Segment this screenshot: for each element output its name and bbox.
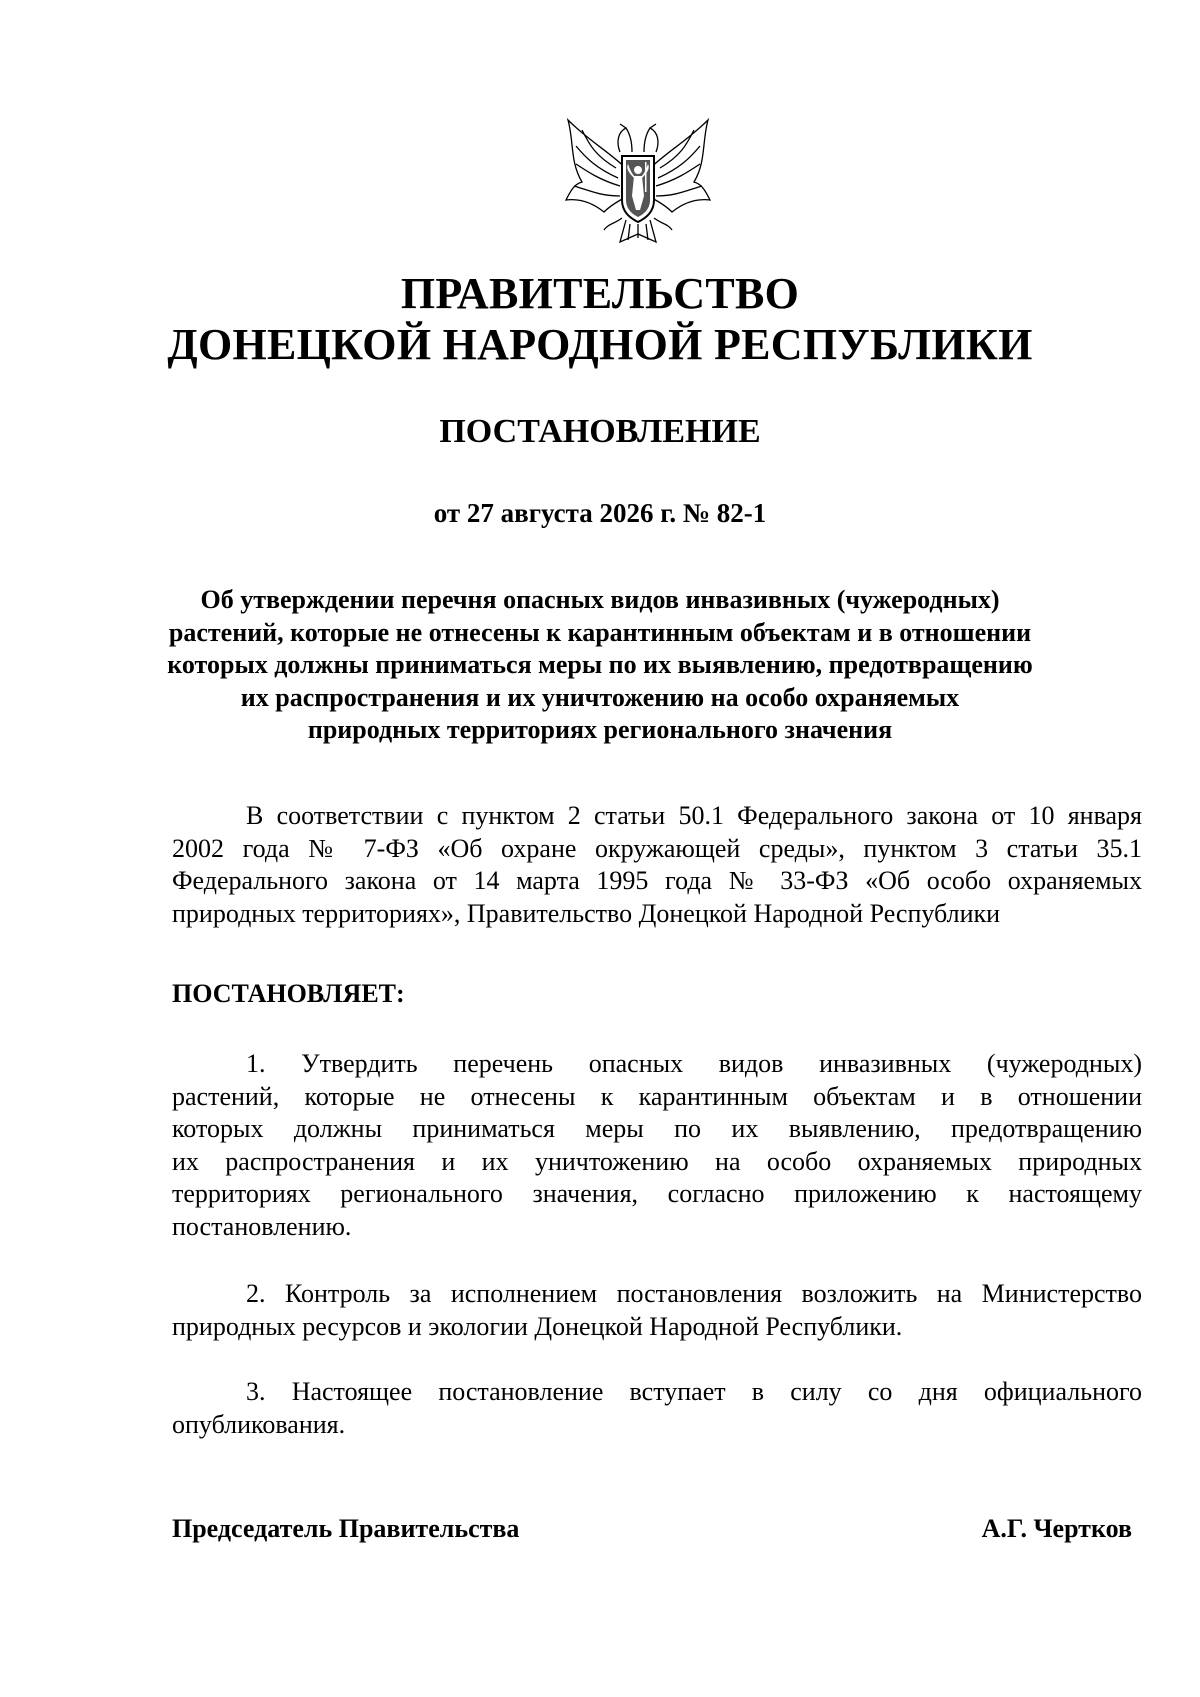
clause-line: растений, которые не отнесены к карантинным объектам и в отношении <box>172 1081 1142 1111</box>
subject-line: растений, которые не отнесены к карантинным объектам и в отношении <box>168 617 1032 647</box>
document-type: ПОСТАНОВЛЕНИЕ <box>439 413 761 450</box>
resolves-heading: ПОСТАНОВЛЯЕТ: <box>172 979 405 1008</box>
clause-1 <box>172 1048 1142 1243</box>
clause-3 <box>172 1376 1142 1441</box>
subject-line: природных территориях регионального значения <box>307 715 893 744</box>
preamble-paragraph <box>172 800 1142 930</box>
clause-line: 3. Настоящее постановление вступает в силу со дня официального <box>246 1377 1142 1406</box>
clause-line: постановлению. <box>172 1211 352 1241</box>
subject-line: Об утверждении перечня опасных видов инвазивных (чужеродных) <box>200 585 1000 614</box>
clause-line: природных ресурсов и экологии Донецкой Народной Республики. <box>172 1311 903 1341</box>
clause-line: опубликования. <box>172 1409 346 1439</box>
clause-line: их распространения и их уничтожению на особо охраняемых природных <box>172 1146 1142 1176</box>
clause-line: 2. Контроль за исполнением постановления возложить на Министерство <box>246 1279 1142 1308</box>
preamble-line: В соответствии с пунктом 2 статьи 50.1 Федерального закона от 10 января <box>246 801 1142 830</box>
signatory-name: А.Г. Чертков <box>981 1514 1132 1543</box>
clause-line: 1. Утвердить перечень опасных видов инвазивных (чужеродных) <box>246 1049 1142 1078</box>
document-date-number: от 27 августа 2026 г. № 82-1 <box>433 498 767 528</box>
subject-line: их распространения и их уничтожению на особо охраняемых <box>240 682 960 712</box>
signatory-title: Председатель Правительства <box>172 1514 520 1543</box>
clause-2 <box>172 1278 1142 1343</box>
preamble-line: Федерального закона от 14 марта 1995 года № 33-ФЗ «Об особо охраняемых <box>172 866 1142 895</box>
subject-line: которых должны приниматься меры по их выявлению, предотвращению <box>167 650 1033 679</box>
org-line-1: ПРАВИТЕЛЬСТВО <box>400 269 800 318</box>
org-line-2: ДОНЕЦКОЙ НАРОДНОЙ РЕСПУБЛИКИ <box>167 320 1033 369</box>
double-headed-eagle-emblem-icon <box>560 112 716 252</box>
preamble-line: природных территориях», Правительство Донецкой Народной Республики <box>172 898 1001 928</box>
clause-line: территориях регионального значения, согласно приложению к настоящему <box>172 1179 1142 1208</box>
preamble-line: 2002 года № 7-ФЗ «Об охране окружающей среды», пунктом 3 статьи 35.1 <box>172 833 1142 863</box>
clause-line: которых должны приниматься меры по их выявлению, предотвращению <box>172 1114 1142 1143</box>
government-title <box>0 268 1200 370</box>
document-subject <box>0 584 1200 747</box>
